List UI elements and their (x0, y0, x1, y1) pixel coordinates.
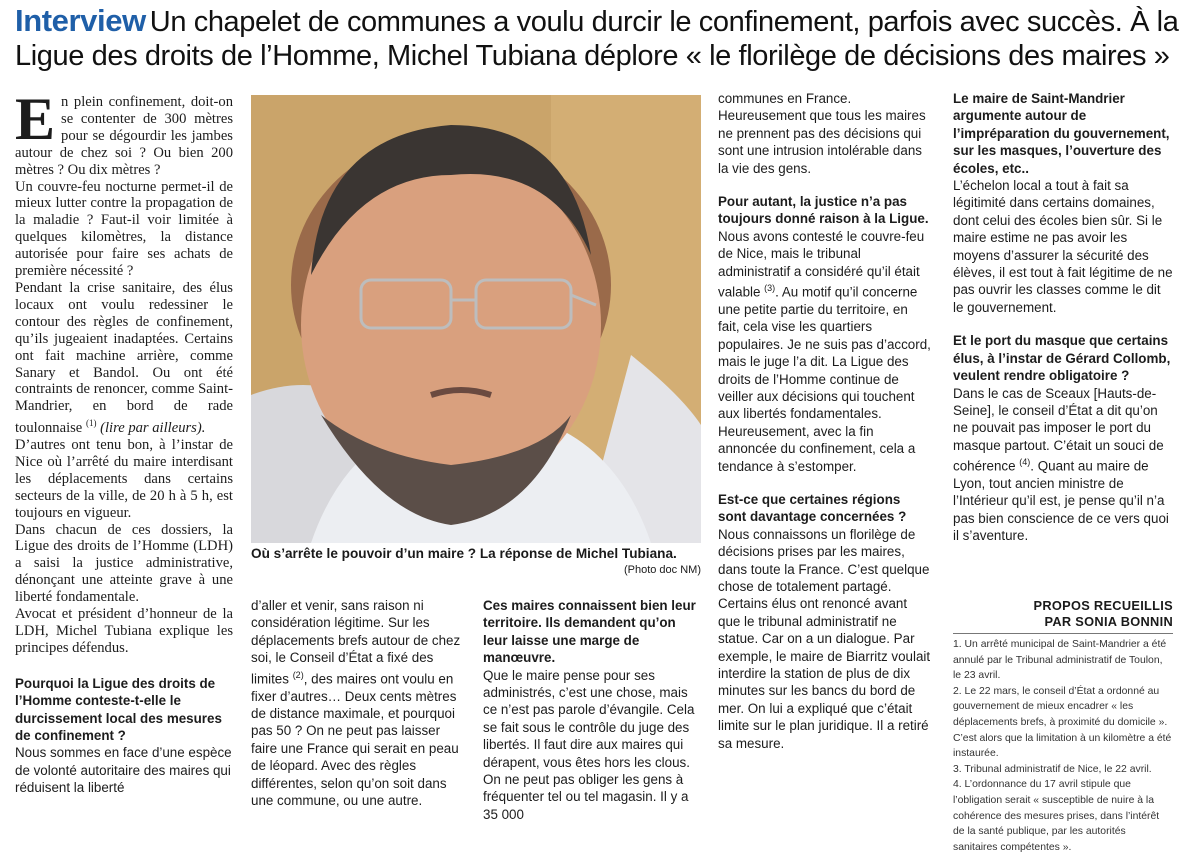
footnote-4: 4. L’ordonnance du 17 avril stipule que l’obligation serait « susceptible de nuire à la cohérence des mesures prises, dans l’intérêt de la santé publique, par les autorités sanitaires compétentes ». (953, 779, 1160, 853)
dropcap: E (15, 86, 56, 152)
intro-paragraph-6: Avocat et président d’honneur de la LDH, Michel Tubiana explique les principes défendus. (15, 606, 233, 656)
answer-2-continued: communes en France. Heureusement que tous les maires ne prennent pas des décisions qui sont une intrusion intolérable dans la vie des gens. (718, 91, 926, 176)
column-2 (251, 597, 469, 809)
photo-caption: Où s’arrête le pouvoir d’un maire ? La réponse de Michel Tubiana. (251, 546, 677, 561)
byline-line-1: PROPOS RECUEILLIS (1033, 598, 1173, 613)
photo-credit: (Photo doc NM) (623, 564, 701, 576)
portrait-illustration (251, 95, 701, 543)
intro-paragraph-1: n plein confinement, doit-on se contenter de 300 mètres pour se dégourdir les jambes autour de chez soi ? Ou bien 200 mètres ? Ou dix mètres ? (15, 94, 233, 178)
column-5 (953, 90, 1173, 545)
portrait-photo (251, 95, 701, 543)
answer-1-continued-text-b: , des maires ont voulu en fixer d’autres… Deux cents mètres de distance maximale, et pourquoi pas 50 ? On ne peut pas laisser faire une France qui serait en peau de léopard. Avec des règles différentes, selon qu’on soit dans une commune, ou une autre. (251, 671, 459, 808)
intro-paragraph-4: D’autres ont tenu bon, à l’instar de Nice où l’arrêté du maire interdisant les déplacements dans certains secteurs de la ville, de 20 h à 5 h, est toujours en vigueur. (15, 436, 233, 521)
headline-text: Un chapelet de communes a voulu durcir le confinement, parfois avec succès. À la Ligue des droits de l’Homme, Michel Tubiana déplore « le florilège de décisions des maires » (15, 6, 1179, 72)
column-1 (15, 86, 233, 797)
intro-paragraph-3 (15, 280, 233, 437)
answer-3-text-b: . Au motif qu’il concerne une petite partie du territoire, en fait, cela vise les quartiers populaires. Je ne suis pas d’accord, mais le juge l’a dit. La Ligue des droits de l’Homme continue de veiller aux décisions qui touchent aux libertés fondamentales. Heureusement, avec la fin annoncée du confinement, cela a tendance à s’estomper. (718, 284, 931, 474)
intro-paragraph-2: Un couvre-feu nocturne permet-il de mieux lutter contre la propagation de la maladie ? Faut-il voir limitée à quelques kilomètres, la distance autorisée pour faire ses achats de première nécessité ? (15, 178, 233, 280)
intro-paragraph-3-text: Pendant la crise sanitaire, des élus locaux ont voulu redessiner le contour des règles de confinement, qu’ils jugeaient inadaptées. Certains ont fait machine arrière, comme Sanary et Bandol. Ou ont été contraints de renoncer, comme Saint-Mandrier, en bord de rade toulonnaise (15, 279, 233, 437)
answer-1-continued (251, 597, 469, 809)
footnote-ref-1: (1) (85, 418, 97, 429)
headline-kicker: Interview (15, 3, 146, 38)
answer-1: Nous sommes en face d’une espèce de volonté autoritaire des maires qui réduisent la liberté (15, 745, 232, 796)
footnotes (953, 633, 1173, 855)
question-6: Et le port du masque que certains élus, à l’instar de Gérard Collomb, veulent rendre obligatoire ? (953, 333, 1171, 384)
answer-6-text-b: . Quant au maire de Lyon, tout ancien ministre de l’Intérieur qu’il est, je pense qu’il n’a pas bien conscience de ce vers quoi il s’aventure. (953, 458, 1169, 544)
answer-4: Nous connaissons un florilège de décisions prises par les maires, dans toute la France. C’est quelque chose de totalement partagé. Certains élus ont renoncé avant que le tribunal administratif ne statue. Car on a un dialogue. Par exemple, le maire de Biarritz voulait interdire la station de plus de dix minutes sur les bancs du bord de mer. On lui a expliqué que c’était limite sur le plan juridique. Il a retiré sa mesure. (718, 526, 931, 751)
question-4: Est-ce que certaines régions sont davantage concernées ? (718, 492, 907, 525)
intro-text (15, 86, 233, 657)
answer-3-text: Nous avons contesté le couvre-feu de Nice, mais le tribunal administratif a considéré qu’il était valable (718, 228, 925, 300)
footnote-ref-2: (2) (292, 669, 304, 680)
column-4 (718, 90, 932, 752)
answer-6-text: Dans le cas de Sceaux [Hauts-de-Seine], le conseil d’État a dit qu’on ne pouvait pas imposer le port du masque partout. C’était un souci de cohérence (953, 385, 1164, 474)
intro-paragraph-5: Dans chacun de ces dossiers, la Ligue des droits de l’Homme (LDH) a saisi la justice administrative, dénonçant une atteinte grave à une liberté fondamentale. (15, 521, 233, 606)
footnote-ref-4: (4) (1019, 457, 1031, 468)
intro-see-also: (lire par ailleurs). (100, 420, 206, 437)
byline-line-2: PAR SONIA BONNIN (1044, 614, 1173, 629)
question-1: Pourquoi la Ligue des droits de l’Homme conteste-t-elle le durcissement local des mesures de confinement ? (15, 675, 222, 743)
footnote-1: 1. Un arrêté municipal de Saint-Mandrier a été annulé par le Tribunal administratif de Toulon, le 23 avril. (953, 639, 1167, 682)
byline (953, 598, 1173, 630)
headline (15, 4, 1180, 73)
footnote-3: 3. Tribunal administratif de Nice, le 22 avril. (953, 763, 1152, 775)
column-3 (483, 597, 701, 823)
answer-2: Que le maire pense pour ses administrés, c’est une chose, mais ce n’est pas parole d’évangile. Cela se fait sous le contrôle du juge des libertés. Il faut dire aux maires qui dérapent, vous êtes hors les clous. On ne peut pas obliger les gens à fréquenter tel ou tel magasin. Il y a 35 000 (483, 667, 695, 822)
answer-1-continued-text: d’aller et venir, sans raison ni considération légitime. Sur les déplacements brefs autour de chez soi, le Conseil d’État a fixé des limites (251, 598, 461, 687)
answer-5: L’échelon local a tout à fait sa légitimité dans certains domaines, dont celui des écoles bien sûr. Si le maire estime ne pas avoir les moyens d’assurer la sécurité des élèves, il est tout à fait légitime de ne pas ouvrir les classes comme le dit le gouvernement. (953, 178, 1173, 315)
question-5: Le maire de Saint-Mandrier argumente autour de l’impréparation du gouvernement, sur les masques, l’ouverture des écoles, etc.. (953, 91, 1170, 176)
footnote-2: 2. Le 22 mars, le conseil d’État a ordonné au gouvernement de mieux encadrer « les déplacements brefs, à proximité du domicile ». C’est alors que la limitation à un kilomètre a été instaurée. (953, 685, 1172, 760)
question-2: Ces maires connaissent bien leur territoire. Ils demandent qu’on leur laisse une marge de manœuvre. (483, 598, 696, 666)
question-3: Pour autant, la justice n’a pas toujours donné raison à la Ligue. (718, 194, 929, 227)
answer-3 (718, 228, 932, 475)
answer-6 (953, 385, 1173, 545)
footnote-ref-3: (3) (764, 283, 776, 294)
